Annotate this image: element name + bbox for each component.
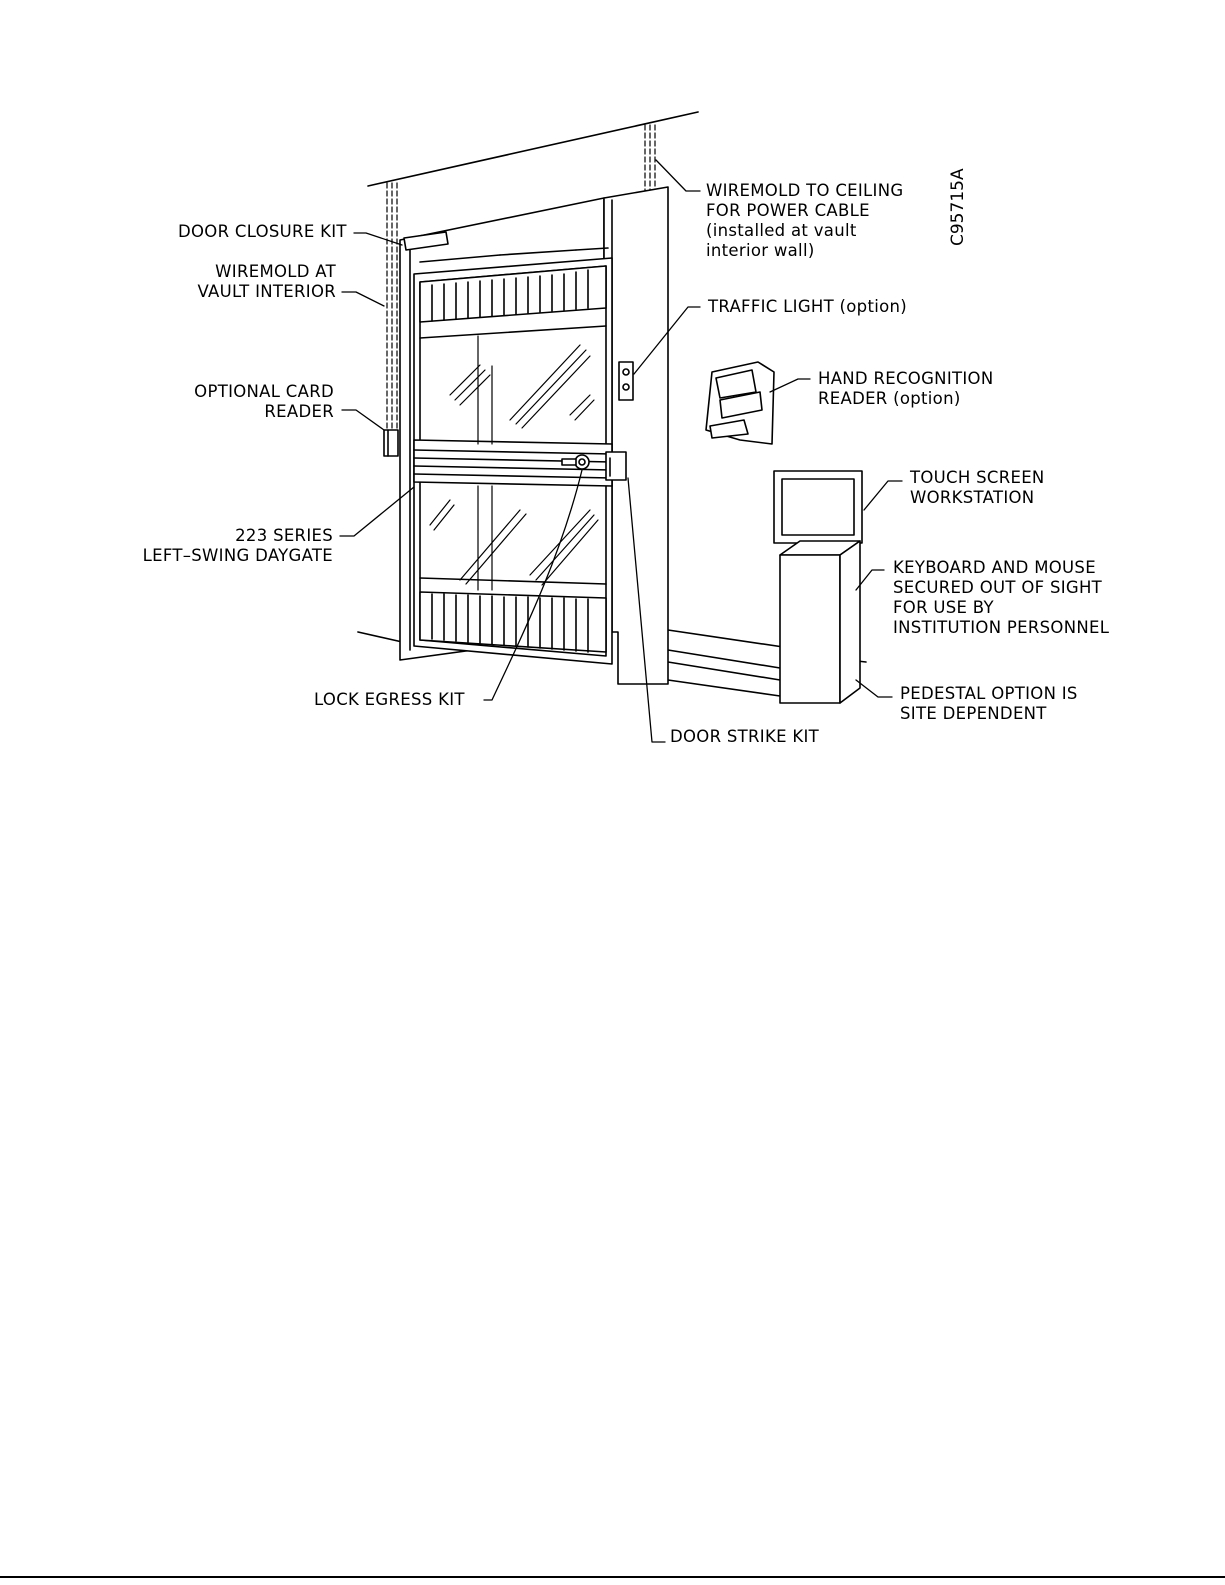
callout-keyboard-mouse: KEYBOARD AND MOUSE SECURED OUT OF SIGHT FOR USE BY INSTITUTION PERSONNEL <box>893 558 1110 637</box>
callout-optional-card-reader: OPTIONAL CARD READER <box>194 382 334 421</box>
callout-traffic-light: TRAFFIC LIGHT (option) <box>708 297 908 316</box>
hand-reader-device <box>706 362 774 444</box>
callout-lock-egress-kit: LOCK EGRESS KIT <box>314 690 465 709</box>
page-footer-rule <box>0 1576 1225 1578</box>
callout-daygate-series: 223 SERIES LEFT–SWING DAYGATE <box>142 526 333 565</box>
callout-hand-recognition-reader: HAND RECOGNITION READER (option) <box>818 369 994 408</box>
ceiling-line <box>368 112 698 186</box>
card-reader-device <box>384 430 398 456</box>
figure-code: C95715A <box>948 168 968 246</box>
callout-pedestal-option: PEDESTAL OPTION IS SITE DEPENDENT <box>900 684 1078 723</box>
pedestal <box>780 541 860 703</box>
callout-wiremold-vault-interior: WIREMOLD AT VAULT INTERIOR <box>197 262 336 301</box>
callout-door-strike-kit: DOOR STRIKE KIT <box>670 727 820 746</box>
left-wiremold <box>387 183 397 432</box>
callout-door-closure-kit: DOOR CLOSURE KIT <box>178 222 347 241</box>
callout-touch-screen-workstation: TOUCH SCREEN WORKSTATION <box>910 468 1045 507</box>
door-strike-box <box>606 452 626 480</box>
traffic-light-device <box>619 362 633 400</box>
callout-wiremold-ceiling: WIREMOLD TO CEILING FOR POWER CABLE (installed at vault interior wall) <box>706 181 904 260</box>
